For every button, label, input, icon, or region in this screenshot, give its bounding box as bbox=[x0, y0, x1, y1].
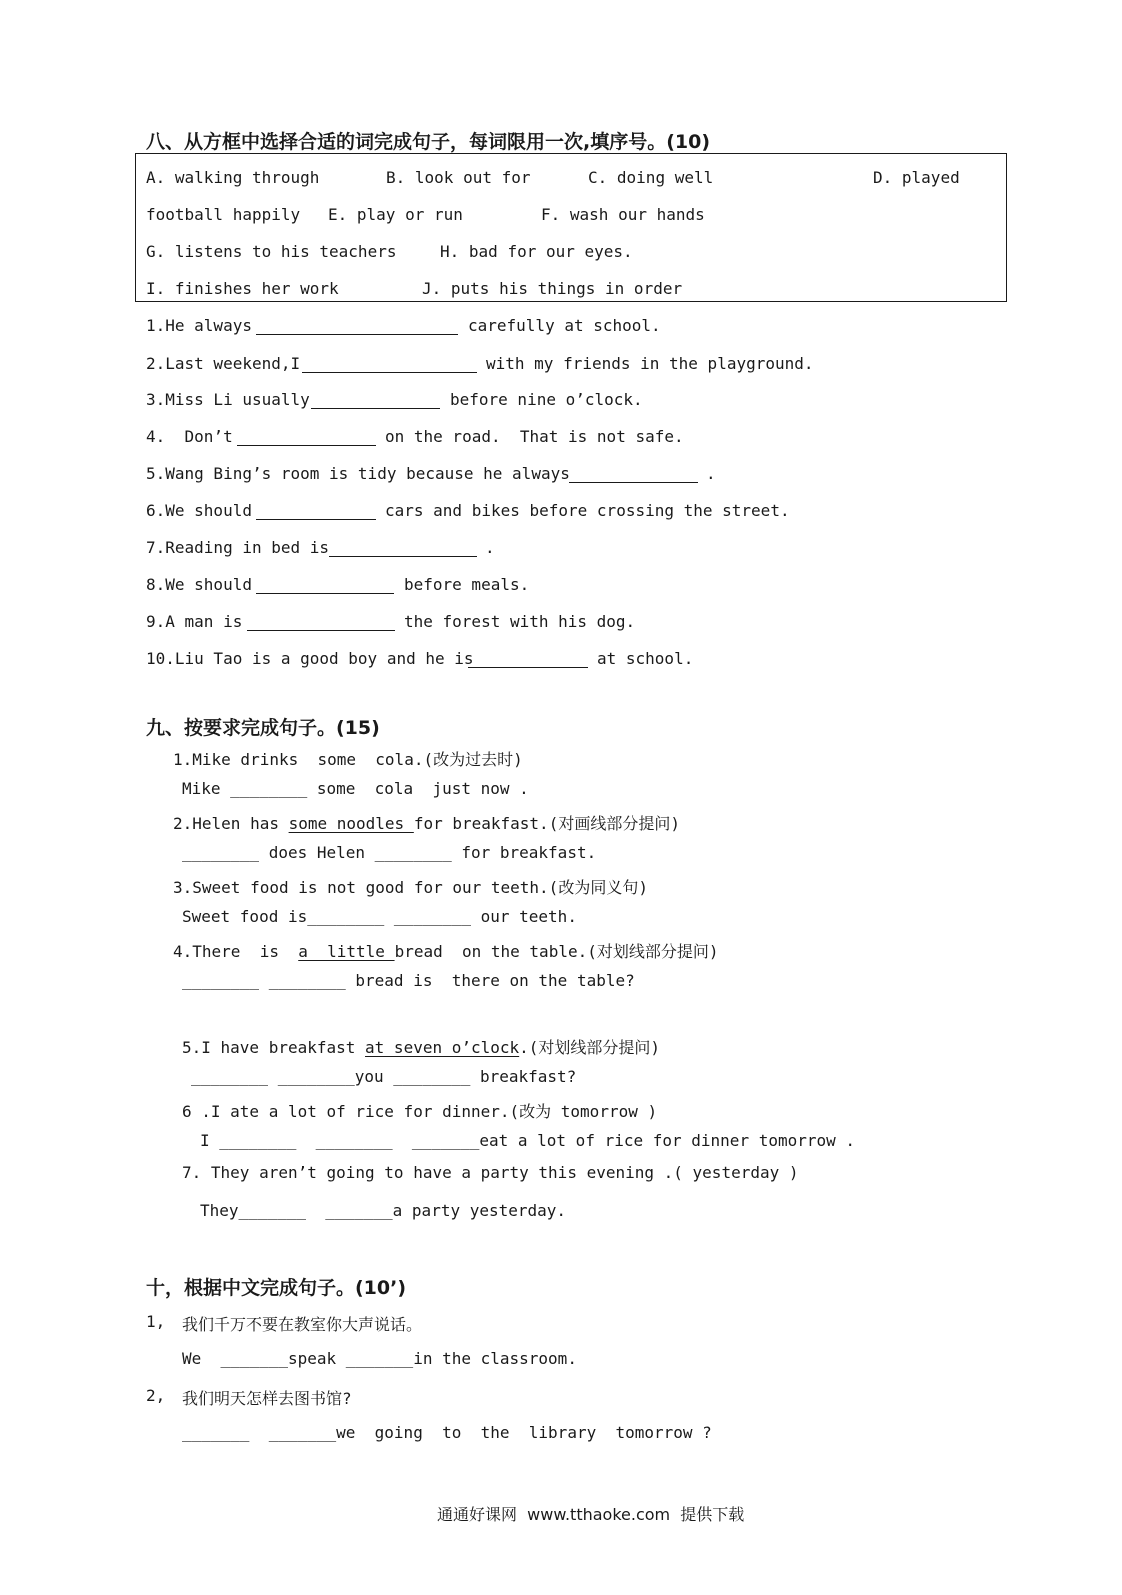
s9-answer-2[interactable]: ________ does Helen ________ for breakfast. bbox=[182, 843, 597, 862]
s8-answer-blank-2[interactable] bbox=[302, 372, 477, 373]
s8-answer-blank-5[interactable] bbox=[569, 482, 698, 483]
s8-answer-blank-1[interactable] bbox=[256, 334, 458, 335]
s8-question-1-text: 1.He always bbox=[146, 316, 252, 335]
s8-question-3-text: 3.Miss Li usually bbox=[146, 390, 310, 409]
s9-question-1: 1.Mike drinks some cola.(改为过去时) bbox=[173, 750, 523, 769]
s10-answer-2[interactable]: _______ _______we going to the library tomorrow ? bbox=[182, 1423, 712, 1442]
option-g: G. listens to his teachers bbox=[146, 242, 397, 261]
option-j: J. puts his things in order bbox=[422, 279, 683, 298]
footer-credit: 通通好课网 www.tthaoke.com 提供下载 bbox=[437, 1505, 745, 1524]
s8-question-5-rest: . bbox=[706, 464, 716, 483]
s8-question-2-rest: with my friends in the playground. bbox=[486, 354, 814, 373]
s8-answer-blank-3[interactable] bbox=[311, 408, 440, 409]
s10-answer-1[interactable]: We _______speak _______in the classroom. bbox=[182, 1349, 577, 1368]
s9-answer-6[interactable]: I ________ ________ _______eat a lot of rice for dinner tomorrow . bbox=[200, 1131, 856, 1150]
s8-question-8-rest: before meals. bbox=[404, 575, 530, 594]
s9-question-5: 5.I have breakfast at seven o’clock.(对划线部分提问) bbox=[182, 1038, 661, 1057]
s8-question-6-rest: cars and bikes before crossing the street. bbox=[385, 501, 790, 520]
option-h: H. bad for our eyes. bbox=[440, 242, 633, 261]
s10-question-1-number: 1, bbox=[146, 1312, 166, 1331]
s8-question-9-text: 9.A man is bbox=[146, 612, 243, 631]
option-d-continued: football happily bbox=[146, 205, 301, 224]
s9-answer-4[interactable]: ________ ________ bread is there on the table? bbox=[182, 971, 635, 990]
section10-title: 十，根据中文完成句子。(10’) bbox=[146, 1277, 407, 1299]
s10-question-2-number: 2, bbox=[146, 1386, 166, 1405]
s9-answer-5[interactable]: ________ ________you ________ breakfast? bbox=[191, 1067, 577, 1086]
s8-question-3-rest: before nine o’clock. bbox=[450, 390, 643, 409]
section9-title: 九、按要求完成句子。(15) bbox=[146, 717, 380, 739]
s8-question-1-rest: carefully at school. bbox=[468, 316, 661, 335]
s8-answer-blank-9[interactable] bbox=[247, 630, 395, 631]
s8-question-10-text: 10.Liu Tao is a good boy and he is bbox=[146, 649, 474, 668]
s8-question-4-rest: on the road. That is not safe. bbox=[385, 427, 684, 446]
s9-question-4: 4.There is a little bread on the table.(对划线部分提问) bbox=[173, 942, 719, 961]
s9-answer-1[interactable]: Mike ________ some cola just now . bbox=[182, 779, 529, 798]
option-d: D. played bbox=[873, 168, 960, 187]
option-i: I. finishes her work bbox=[146, 279, 339, 298]
option-e: E. play or run bbox=[328, 205, 463, 224]
option-f: F. wash our hands bbox=[541, 205, 705, 224]
s8-question-9-rest: the forest with his dog. bbox=[404, 612, 636, 631]
s8-answer-blank-10[interactable] bbox=[468, 667, 588, 668]
s8-answer-blank-4[interactable] bbox=[237, 445, 376, 446]
s10-question-2-chinese: 我们明天怎样去图书馆? bbox=[182, 1389, 352, 1408]
s8-question-6-text: 6.We should bbox=[146, 501, 252, 520]
option-c: C. doing well bbox=[588, 168, 714, 187]
s9-question-6: 6 .I ate a lot of rice for dinner.(改为 tomorrow ) bbox=[182, 1102, 658, 1121]
s10-question-1-chinese: 我们千万不要在教室你大声说话。 bbox=[182, 1315, 423, 1334]
s9-question-7: 7. They aren’t going to have a party this evening .( yesterday ) bbox=[182, 1163, 799, 1182]
s8-question-5-text: 5.Wang Bing’s room is tidy because he always bbox=[146, 464, 570, 483]
s8-question-4-text: 4. Don’t bbox=[146, 427, 233, 446]
section8-title: 八、从方框中选择合适的词完成句子，每词限用一次,填序号。(10) bbox=[146, 131, 711, 153]
s8-question-8-text: 8.We should bbox=[146, 575, 252, 594]
option-a: A. walking through bbox=[146, 168, 320, 187]
option-b: B. look out for bbox=[386, 168, 531, 187]
s8-question-7-text: 7.Reading in bed is bbox=[146, 538, 330, 557]
s8-question-10-rest: at school. bbox=[597, 649, 694, 668]
s8-question-7-rest: . bbox=[485, 538, 495, 557]
s9-answer-3[interactable]: Sweet food is________ ________ our teeth. bbox=[182, 907, 577, 926]
s8-question-2-text: 2.Last weekend,I bbox=[146, 354, 301, 373]
s9-question-2: 2.Helen has some noodles for breakfast.(对画线部分提问) bbox=[173, 814, 680, 833]
s9-question-3: 3.Sweet food is not good for our teeth.(改为同义句) bbox=[173, 878, 648, 897]
s9-answer-7[interactable]: They_______ _______a party yesterday. bbox=[200, 1201, 567, 1220]
s8-answer-blank-7[interactable] bbox=[329, 556, 477, 557]
s8-answer-blank-6[interactable] bbox=[256, 519, 376, 520]
s8-answer-blank-8[interactable] bbox=[256, 593, 394, 594]
